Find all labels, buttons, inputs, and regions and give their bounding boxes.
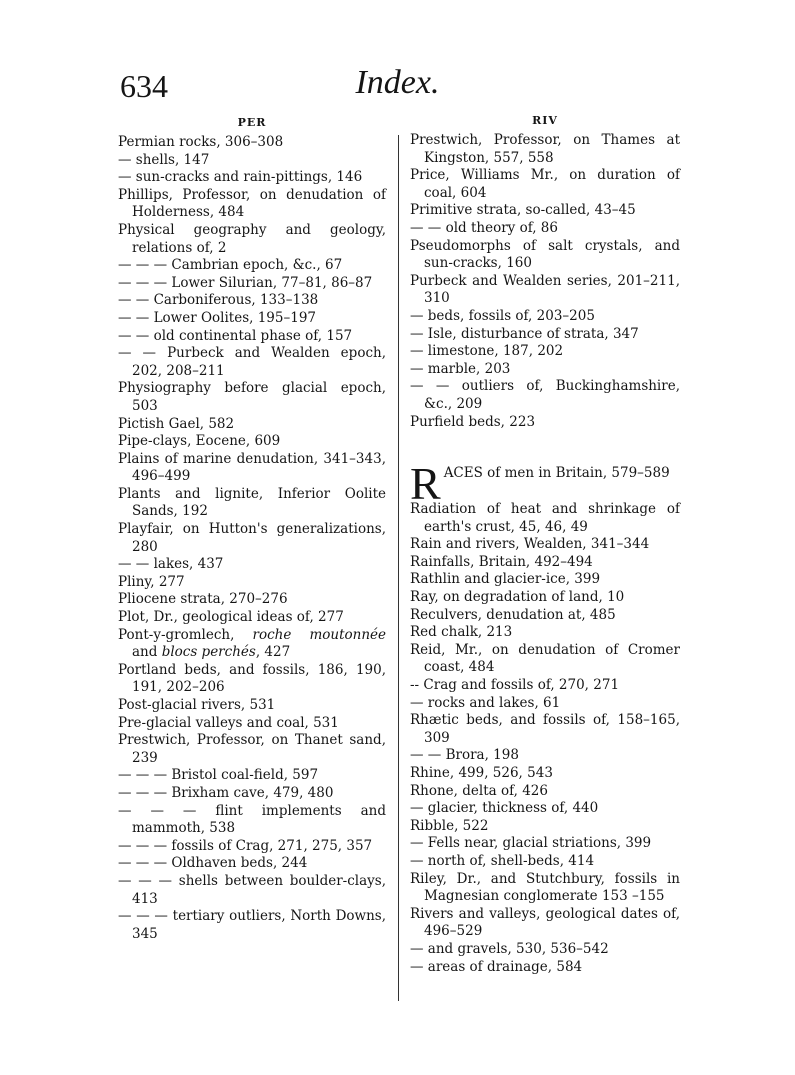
- index-entry: Price, Williams Mr., on duration of coal, 604: [410, 167, 680, 201]
- index-entry: Rhine, 499, 526, 543: [410, 765, 553, 781]
- entries-right-r: [410, 501, 680, 976]
- index-entry: — Isle, disturbance of strata, 347: [410, 325, 639, 342]
- page-number: 634: [120, 68, 168, 104]
- index-entry: — areas of drainage, 584: [410, 958, 583, 975]
- index-entry: Rhone, delta of, 426: [410, 782, 548, 799]
- index-entry: Purfield beds, 223: [410, 413, 536, 430]
- index-entry: — — — Cambrian epoch, &c., 67: [118, 257, 343, 274]
- index-entry: — — lakes, 437: [118, 556, 224, 573]
- drop-cap: R: [410, 458, 441, 510]
- index-entry: — limestone, 187, 202: [410, 343, 564, 360]
- index-entry: — north of, shell-beds, 414: [410, 852, 595, 869]
- section-gap: [410, 431, 680, 465]
- index-entry: Pseudomorphs of salt crystals, and sun-cracks, 160: [410, 237, 680, 272]
- index-entry: Post-glacial rivers, 531: [118, 697, 276, 713]
- index-entry: Plains of marine denudation, 341–343, 496–499: [118, 450, 386, 485]
- index-entry: — — — fossils of Crag, 271, 275, 357: [118, 837, 373, 854]
- index-entry: Ray, on degradation of land, 10: [410, 589, 625, 606]
- index-entry: Portland beds, and fossils, 186, 190, 191, 202–206: [118, 661, 386, 696]
- index-entry: — rocks and lakes, 61: [410, 694, 561, 711]
- index-entry: Pliny, 277: [118, 573, 185, 590]
- index-entry: Physiography before glacial epoch, 503: [118, 380, 386, 414]
- column-divider: [398, 135, 399, 1001]
- index-entry: — — — Bristol coal-field, 597: [118, 767, 319, 784]
- index-entry: — — Brora, 198: [410, 747, 519, 764]
- index-column-left: [118, 112, 386, 943]
- index-entry: Pre-glacial valleys and coal, 531: [118, 714, 339, 731]
- index-entry: Purbeck and Wealden series, 201–211, 310: [410, 272, 680, 307]
- index-entry: — — old theory of, 86: [410, 219, 558, 236]
- index-entry: -- Crag and fossils of, 270, 271: [410, 677, 620, 694]
- index-entry: Playfair, on Hutton's generalizations, 280: [118, 521, 386, 555]
- index-entry: Rain and rivers, Wealden, 341–344: [410, 536, 650, 553]
- index-entry: — and gravels, 530, 536–542: [410, 940, 609, 957]
- page-title: Index.: [355, 64, 440, 101]
- index-entry: Pipe-clays, Eocene, 609: [118, 433, 281, 450]
- index-entry: Plot, Dr., geological ideas of, 277: [118, 609, 344, 626]
- index-entry: Red chalk, 213: [410, 624, 513, 641]
- index-entry: — Fells near, glacial striations, 399: [410, 835, 652, 852]
- index-entry: — — — Brixham cave, 479, 480: [118, 784, 334, 801]
- index-entry: Plants and lignite, Inferior Oolite Sands, 192: [118, 485, 386, 520]
- index-entry: Prestwich, Professor, on Thames at Kingston, 557, 558: [410, 132, 680, 166]
- index-entry: — — Lower Oolites, 195–197: [118, 309, 317, 326]
- index-entry: Rainfalls, Britain, 492–494: [410, 553, 593, 570]
- index-entry: — marble, 203: [410, 360, 511, 377]
- index-entry: Ribble, 522: [410, 817, 489, 834]
- index-entry: — — outliers of, Buckinghamshire, &c., 209: [410, 378, 680, 412]
- entries-right: [410, 132, 680, 431]
- index-entry: Pont-y-gromlech, roche moutonnée and blocs perchés, 427: [118, 626, 386, 661]
- index-entry: — — — flint implements and mammoth, 538: [118, 802, 386, 837]
- index-entry: Radiation of heat and shrinkage of earth's crust, 45, 46, 49: [410, 501, 680, 535]
- index-entry: — — Carboniferous, 133–138: [118, 292, 319, 309]
- index-entry: Reid, Mr., on denudation of Cromer coast, 484: [410, 641, 680, 676]
- index-entry: — — Purbeck and Wealden epoch, 202, 208–211: [118, 345, 386, 379]
- index-entry: Permian rocks, 306–308: [118, 134, 284, 150]
- index-entry: — — — Oldhaven beds, 244: [118, 855, 308, 872]
- column-heading-right: RIV: [532, 114, 558, 127]
- index-entry: — beds, fossils of, 203–205: [410, 307, 595, 324]
- index-entry: Primitive strata, so-called, 43–45: [410, 202, 636, 219]
- index-entry: — sun-cracks and rain-pittings, 146: [118, 169, 363, 186]
- index-entry: Pictish Gael, 582: [118, 415, 235, 432]
- entries-left: [118, 134, 386, 627]
- index-entry: Riley, Dr., and Stutchbury, fossils in Magnesian conglomerate 153 –155: [410, 870, 680, 905]
- index-entry-races: RACES of men in Britain, 579–589: [410, 458, 670, 510]
- index-entry: — — old continental phase of, 157: [118, 327, 353, 344]
- index-entry: Pliocene strata, 270–276: [118, 591, 288, 608]
- index-column-right: [410, 110, 680, 976]
- index-entry: Physical geography and geology, relations of, 2: [118, 221, 386, 256]
- index-entry: — glacier, thickness of, 440: [410, 800, 599, 817]
- index-entry: Reculvers, denudation at, 485: [410, 606, 616, 623]
- entries-left-b: [118, 662, 386, 944]
- index-entry: Phillips, Professor, on denudation of Holderness, 484: [118, 186, 386, 221]
- column-heading-left: PER: [237, 116, 267, 129]
- index-entry: Rivers and valleys, geological dates of, 496–529: [410, 905, 680, 940]
- index-entry: — — — Lower Silurian, 77–81, 86–87: [118, 274, 373, 291]
- index-entry: — — — shells between boulder-clays, 413: [118, 872, 386, 907]
- index-entry: Prestwich, Professor, on Thanet sand, 239: [118, 732, 386, 766]
- index-entry: — shells, 147: [118, 151, 210, 168]
- index-entry: — — — tertiary outliers, North Downs, 345: [118, 908, 386, 942]
- index-entry: Rhætic beds, and fossils of, 158–165, 309: [410, 712, 680, 746]
- index-entry: Rathlin and glacier-ice, 399: [410, 571, 601, 588]
